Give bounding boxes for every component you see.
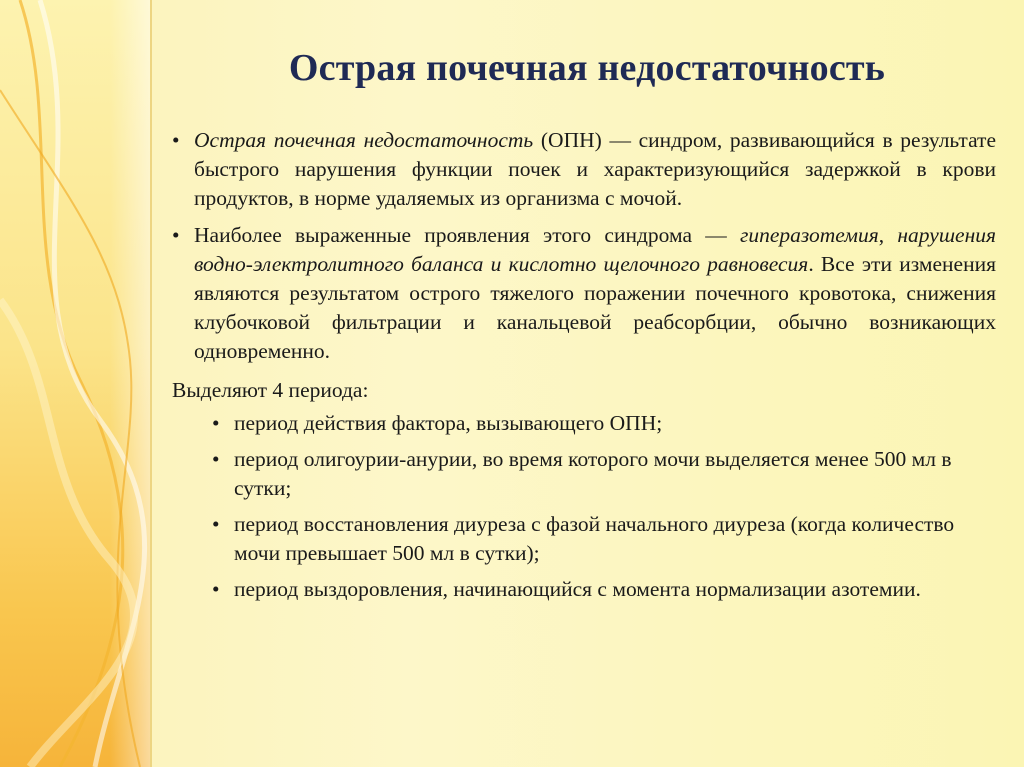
term-hyperazotemia: гиперазотемия — [739, 223, 879, 247]
period-item: • период действия фактора, вызывающего ОПН; — [172, 409, 996, 438]
term-balance-disorders: нарушения водно-электролитного баланса и кислотно щелочного равновесия — [194, 223, 996, 276]
definition-text: (ОПН) — синдром, развивающийся в результате быстрого нарушения функции почек и характеризующийся задержкой в крови продуктов, в норме удаляемых из организма с мочой. — [194, 128, 996, 210]
period-item: • период выздоровления, начинающийся с момента нормализации азотемии. — [172, 575, 996, 604]
manifestations-tail: . Все эти изменения являются результатом острого тяжелого поражении почечного кровотока, снижения клубочковой фильтрации и канальцевой реабсорбции, обычно возникающих одновременно. — [194, 252, 996, 363]
definition-bullet — [172, 126, 996, 213]
separator: , — [878, 223, 898, 247]
manifestations-lead: Наиболее выраженные проявления этого синдрома — — [194, 223, 740, 247]
period-item: • период восстановления диуреза с фазой начального диуреза (когда количество мочи превышает 500 мл в сутки); — [172, 510, 996, 568]
periods-heading: Выделяют 4 периода: — [172, 378, 369, 402]
term-opn: Острая почечная недостаточность — [194, 128, 534, 152]
slide-content — [172, 126, 996, 611]
manifestations-bullet — [172, 221, 996, 366]
period-item: • период олигоурии-анурии, во время которого мочи выделяется менее 500 мл в сутки; — [172, 445, 996, 503]
slide-title: Острая почечная недостаточность — [288, 47, 886, 89]
